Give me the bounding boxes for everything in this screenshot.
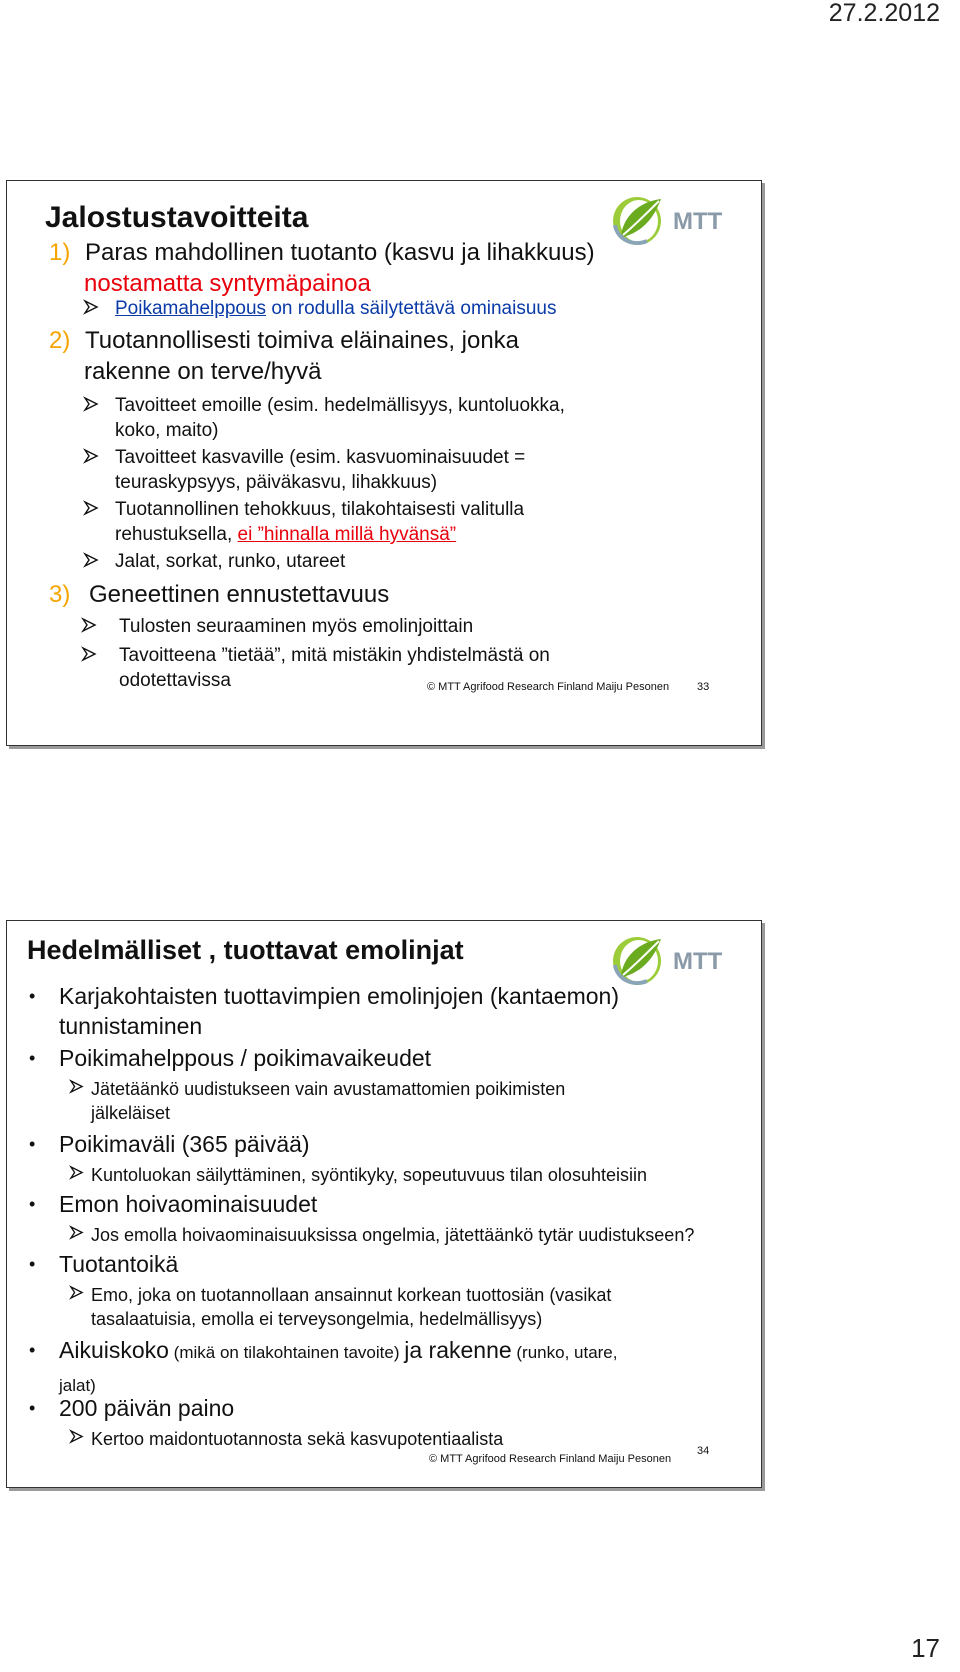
bullet-item [29,981,619,1041]
slide-footer: © MTT Agrifood Research Finland Maiju Pesonen [427,681,670,693]
bullet-item [29,1393,235,1423]
sub-item-text: Tavoitteena ”tietää”, mitä mistäkin yhdistelmästä on [119,645,550,666]
bullet-text: tunnistaminen [59,1013,203,1039]
sub-item-text: Tulosten seuraaminen myös emolinjoittain [119,616,474,637]
sub-item [91,1163,647,1187]
arrow-bullet-icon [83,299,101,319]
sub-item [91,1223,694,1247]
bullet-text: Emon hoivaominaisuudet [59,1191,318,1217]
bullet-text: Karjakohtaisten tuottavimpien emolinjojen (kantaemon) [59,983,619,1009]
bullet-item [29,1249,179,1279]
date-header: 27.2.2012 [828,0,940,27]
arrow-bullet-icon [69,1079,87,1099]
bullet-item [29,1335,618,1401]
bullet-item [29,1043,432,1073]
bullet-text-small: (mikä on tilakohtainen tavoite) [168,1343,405,1362]
bullet-dot-icon: • [29,1398,36,1418]
bullet-item [29,1189,318,1219]
bullet-text: Poikimaväli (365 päivää) [59,1131,310,1157]
sub-item-text: Jos emolla hoivaominaisuuksissa ongelmia, jätettäänkö tytär uudistukseen? [91,1225,695,1245]
sub-item [115,296,556,321]
item-number: 2) [49,327,71,354]
numbered-item-3 [49,579,389,610]
bullet-dot-icon: • [29,1340,36,1360]
bullet-text: rakenne [428,1337,512,1363]
sub-item-text: Tavoitteet emoille (esim. hedelmällisyys, kuntoluokka, [115,395,565,416]
logo-text: MTT [673,948,723,975]
sub-item [115,497,524,547]
item-number: 1) [49,239,71,266]
sub-item-text: on rodulla säilytettävä ominaisuus [266,298,557,319]
slide-footer: © MTT Agrifood Research Finland Maiju Pesonen [429,1453,672,1465]
numbered-item-1 [49,237,595,299]
sub-item [115,393,565,443]
bullet-dot-icon: • [29,986,36,1006]
arrow-bullet-icon [83,500,101,520]
arrow-bullet-icon [69,1429,87,1449]
sub-item-text: odotettavissa [119,670,231,691]
bullet-text-small: jalat) [59,1376,96,1395]
item-number: 3) [49,581,71,608]
slide-title: Jalostustavoitteita [45,201,309,234]
slide-number: 34 [697,1445,710,1457]
numbered-item-2 [49,325,519,387]
bullet-dot-icon: • [29,1194,36,1214]
sub-item-text: Kertoo maidontuotannosta sekä kasvupotentiaalista [91,1429,504,1449]
arrow-bullet-icon [81,646,99,666]
bullet-text: Tuotantoikä [59,1251,179,1277]
sub-item-text: Kuntoluokan säilyttäminen, syöntikyky, sopeutuvuus tilan olosuhteisiin [91,1165,647,1185]
slide-34 [6,920,762,1488]
sub-item-text: Emo, joka on tuotannollaan ansainnut korkean tuottosiän (vasikat [91,1285,612,1305]
sub-item-text: Tavoitteet kasvaville (esim. kasvuominaisuudet = [115,447,526,468]
bullet-item [29,1129,310,1159]
bullet-text: 200 päivän paino [59,1395,235,1421]
sub-item-text: teuraskypsyys, päiväkasvu, lihakkuus) [115,472,438,493]
bullet-dot-icon: • [29,1254,36,1274]
sub-item-text: Tuotannollinen tehokkuus, tilakohtaisesti valitulla [115,499,525,520]
arrow-bullet-icon [83,448,101,468]
arrow-bullet-icon [83,552,101,572]
arrow-bullet-icon [81,617,99,637]
item-text: Paras mahdollinen tuotanto (kasvu ja lihakkuus) [85,239,595,266]
page-number: 17 [911,1633,940,1663]
sub-item-text: Jalat, sorkat, runko, utareet [115,551,346,572]
bullet-text: Aikuiskoko [59,1337,169,1363]
bullet-text: Poikimahelppous / poikimavaikeudet [59,1045,432,1071]
sub-item-text: tasalaatuisia, emolla ei terveysongelmia, hedelmällisyys) [91,1309,543,1329]
bullet-text-small: (runko, utare, [511,1343,618,1362]
arrow-bullet-icon [69,1165,87,1185]
sub-item [91,1283,611,1331]
mtt-logo [611,191,739,249]
arrow-bullet-icon [83,396,101,416]
item-text: Geneettinen ennustettavuus [89,581,390,608]
slide-title: Hedelmälliset , tuottavat emolinjat [27,935,464,965]
item-text: rakenne on terve/hyvä [84,358,322,385]
sub-item-text: Jätetäänkö uudistukseen vain avustamattomien poikimisten [91,1079,566,1099]
bullet-dot-icon: • [29,1048,36,1068]
arrow-bullet-icon [69,1285,87,1305]
sub-item [119,614,473,639]
sub-item-text: rehustuksella, [115,524,238,545]
bullet-text: ja [404,1337,429,1363]
mtt-logo [611,931,739,989]
sub-item [91,1077,565,1125]
item-text: Tuotannollisesti toimiva eläinaines, jonka [85,327,520,354]
sub-item-text: koko, maito) [115,420,219,441]
sub-item [115,445,525,495]
logo-text: MTT [673,208,723,235]
slide-33 [6,180,762,746]
slide-number: 33 [697,681,710,693]
sub-item [115,549,345,574]
sub-item-text-red: ei ”hinnalla millä hyvänsä” [237,524,457,545]
arrow-bullet-icon [69,1225,87,1245]
link-text[interactable]: Poikamahelppous [115,298,267,319]
bullet-dot-icon: • [29,1134,36,1154]
item-text-red: nostamatta syntymäpainoa [84,270,371,297]
sub-item-text: jälkeläiset [91,1103,171,1123]
sub-item [91,1427,503,1451]
